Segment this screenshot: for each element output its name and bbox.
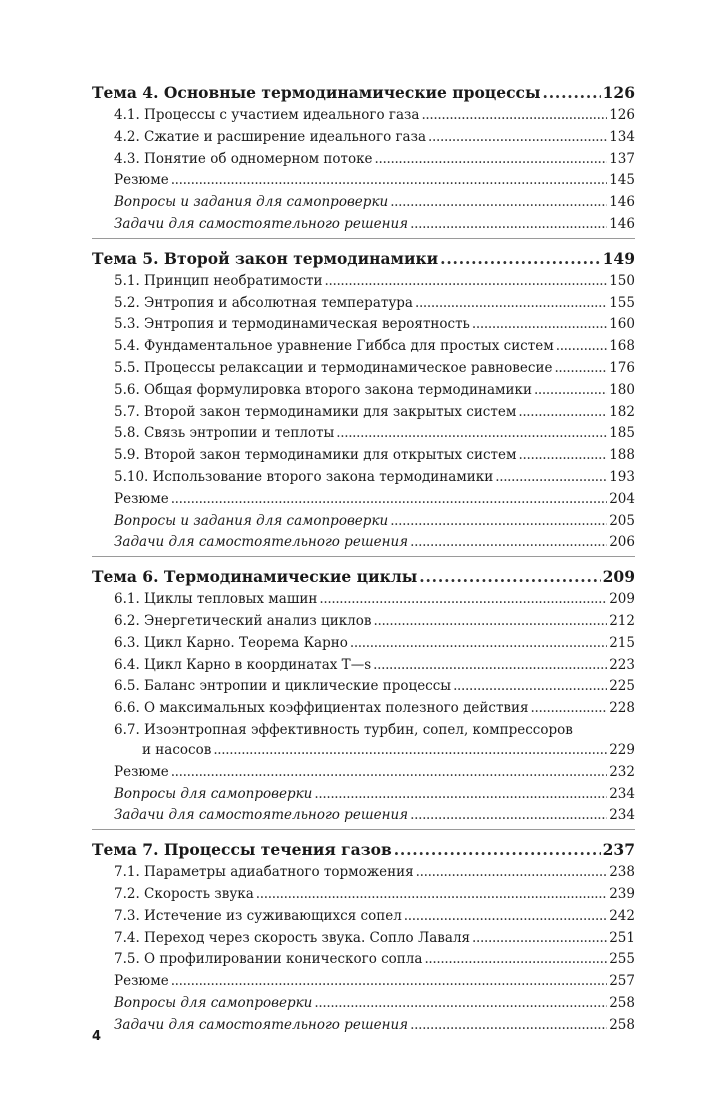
toc-entry[interactable] [92, 105, 635, 127]
toc-entry[interactable] [92, 762, 635, 784]
dot-leader [440, 246, 600, 271]
toc-entry[interactable] [92, 467, 635, 489]
dot-leader [373, 655, 607, 677]
entry-title: 4.1. Процессы с участием идеального газа [114, 107, 420, 123]
entry-page-number: 255 [609, 951, 635, 968]
topic-title: Тема 6. Термодинамические циклы [92, 567, 418, 587]
entry-title: Резюме [114, 172, 169, 189]
toc-entry[interactable] [92, 293, 635, 315]
toc-entry[interactable] [92, 906, 635, 928]
entry-page-number: 238 [609, 864, 635, 881]
toc-entry[interactable] [92, 532, 635, 554]
entry-page-number: 168 [609, 338, 635, 355]
entry-title: 6.1. Циклы тепловых машин [114, 591, 318, 608]
dot-leader [419, 564, 600, 589]
toc-entry[interactable] [92, 676, 635, 698]
toc-entry[interactable] [92, 314, 635, 336]
entry-title: 5.1. Принцип необратимости [114, 272, 323, 289]
dot-leader [213, 740, 607, 762]
toc-entry[interactable] [92, 271, 635, 293]
entry-title: Вопросы для самопроверки [114, 785, 313, 802]
table-of-contents [92, 80, 635, 1045]
toc-entry-line1[interactable] [92, 720, 635, 740]
dot-leader [410, 214, 607, 236]
entry-title: 7.2. Скорость звука [114, 885, 254, 902]
entry-title: 5.4. Фундаментальное уравнение Гиббса для простых систем [114, 338, 554, 355]
entry-page-number: 185 [609, 425, 635, 442]
toc-topic [92, 564, 635, 830]
dot-leader [534, 380, 607, 402]
entry-page-number: 225 [609, 678, 635, 695]
entry-title-continuation: и насосов [142, 741, 212, 758]
dot-leader [171, 170, 608, 192]
entry-title: Резюме [114, 973, 169, 990]
dot-leader [415, 293, 607, 315]
entry-title: Вопросы и задания для самопроверки [114, 194, 389, 211]
toc-topic-heading[interactable] [92, 80, 635, 105]
entry-title: Резюме [114, 490, 169, 507]
entry-page-number: 180 [609, 381, 635, 398]
entry-page-number: 234 [609, 785, 635, 802]
dot-leader [390, 192, 607, 214]
toc-entry[interactable] [92, 655, 635, 677]
toc-entry[interactable] [92, 971, 635, 993]
entry-page-number: 242 [609, 907, 635, 924]
entry-title: 5.6. Общая формулировка второго закона термодинамики [114, 381, 532, 398]
entry-page-number: 258 [609, 1016, 635, 1033]
toc-entry[interactable] [92, 740, 635, 762]
entry-title: Задачи для самостоятельного решения [114, 215, 409, 232]
dot-leader [314, 993, 607, 1015]
toc-entry[interactable] [92, 192, 635, 214]
topic-title: Тема 5. Второй закон термодинамики [92, 248, 439, 268]
entry-title: 7.4. Переход через скорость звука. Сопло Лаваля [114, 929, 471, 946]
dot-leader [404, 906, 607, 928]
toc-entry[interactable] [92, 993, 635, 1015]
entry-page-number: 206 [609, 534, 635, 551]
entry-title: Задачи для самостоятельного решения [114, 1016, 409, 1033]
dot-leader [390, 511, 607, 533]
topic-title: Тема 4. Основные термодинамические процессы [92, 83, 541, 102]
entry-page-number: 239 [609, 885, 635, 902]
toc-entry[interactable] [92, 928, 635, 950]
dot-leader [472, 928, 607, 950]
dot-leader [543, 80, 601, 105]
dot-leader [453, 676, 607, 698]
dot-leader [518, 402, 607, 424]
entry-page-number: 228 [609, 700, 635, 717]
toc-entry[interactable] [92, 884, 635, 906]
entry-title: 5.9. Второй закон термодинамики для открытых систем [114, 447, 517, 464]
entry-page-number: 223 [609, 656, 635, 673]
entry-title: 6.2. Энергетический анализ циклов [114, 612, 372, 629]
entry-page-number: 193 [609, 468, 635, 485]
topic-title: Тема 7. Процессы течения газов [92, 840, 392, 860]
entry-title: 5.7. Второй закон термодинамики для закрытых систем [114, 403, 517, 420]
entry-title: 5.2. Энтропия и абсолютная температура [114, 294, 413, 311]
toc-entry[interactable] [92, 784, 635, 806]
entry-title: Резюме [114, 763, 169, 780]
entry-page-number: 126 [609, 107, 635, 123]
dot-leader [336, 423, 607, 445]
entry-title: 4.2. Сжатие и расширение идеального газа [114, 128, 427, 145]
dot-leader [424, 949, 607, 971]
toc-entry[interactable] [92, 402, 635, 424]
entry-title: 6.6. О максимальных коэффициентах полезного действия [114, 700, 529, 717]
toc-entry[interactable] [92, 589, 635, 611]
entry-page-number: 145 [609, 172, 635, 189]
entry-title: 6.4. Цикл Карно в координатах T—s [114, 656, 372, 673]
entry-title: 4.3. Понятие об одномерном потоке [114, 150, 373, 167]
toc-entry[interactable] [92, 445, 635, 467]
page-number: 4 [92, 1029, 102, 1044]
entry-page-number: 160 [609, 316, 635, 333]
dot-leader [171, 762, 608, 784]
dot-leader [554, 358, 607, 380]
dot-leader [421, 105, 607, 127]
entry-title: 7.5. О профилировании конического сопла [114, 951, 423, 968]
entry-title: 7.1. Параметры адиабатного торможения [114, 864, 414, 881]
toc-entry[interactable] [92, 633, 635, 655]
toc-entry[interactable] [92, 149, 635, 171]
toc-entry[interactable] [92, 358, 635, 380]
entry-title: Задачи для самостоятельного решения [114, 534, 409, 551]
entry-page-number: 234 [609, 807, 635, 824]
entry-page-number: 232 [609, 763, 635, 780]
entry-page-number: 134 [609, 128, 635, 145]
toc-entry[interactable] [92, 611, 635, 633]
dot-leader [375, 149, 608, 171]
topic-page-number: 209 [602, 567, 635, 587]
entry-page-number: 188 [609, 447, 635, 464]
entry-title: 5.5. Процессы релаксации и термодинамическое равновесие [114, 359, 553, 376]
toc-entry[interactable] [92, 214, 635, 236]
entry-title: 6.7. Изоэнтропная эффективность турбин, сопел, компрессоров [114, 721, 573, 738]
topic-page-number: 126 [602, 83, 635, 102]
dot-leader [472, 314, 607, 336]
entry-page-number: 150 [609, 272, 635, 289]
toc-topic [92, 80, 635, 239]
dot-leader [319, 589, 607, 611]
toc-entry[interactable] [92, 380, 635, 402]
toc-entry[interactable] [92, 698, 635, 720]
toc-entry[interactable] [92, 336, 635, 358]
dot-leader [531, 698, 608, 720]
dot-leader [171, 971, 608, 993]
toc-entry[interactable] [92, 511, 635, 533]
dot-leader [410, 532, 607, 554]
entry-page-number: 212 [609, 612, 635, 629]
dot-leader [556, 336, 608, 358]
entry-title: Задачи для самостоятельного решения [114, 807, 409, 824]
toc-topic-heading[interactable] [92, 246, 635, 271]
toc-topic [92, 837, 635, 1038]
entry-page-number: 251 [609, 929, 635, 946]
dot-leader [314, 784, 607, 806]
entry-page-number: 146 [609, 215, 635, 232]
topic-page-number: 149 [602, 248, 635, 268]
dot-leader [410, 1015, 607, 1037]
dot-leader [394, 837, 601, 862]
entry-page-number: 182 [609, 403, 635, 420]
entry-page-number: 209 [609, 591, 635, 608]
toc-entry[interactable] [92, 170, 635, 192]
dot-leader [410, 805, 607, 827]
topic-page-number: 237 [602, 840, 635, 860]
entry-title: 5.8. Связь энтропии и теплоты [114, 425, 335, 442]
entry-page-number: 258 [609, 994, 635, 1011]
entry-page-number: 215 [609, 634, 635, 651]
entry-page-number: 176 [609, 359, 635, 376]
dot-leader [428, 127, 607, 149]
toc-entry[interactable] [92, 423, 635, 445]
toc-entry[interactable] [92, 127, 635, 149]
entry-page-number: 257 [609, 973, 635, 990]
toc-topic [92, 246, 635, 557]
dot-leader [256, 884, 607, 906]
toc-entry[interactable] [92, 489, 635, 511]
entry-title: 5.3. Энтропия и термодинамическая вероятность [114, 316, 470, 333]
toc-topic-heading[interactable] [92, 837, 635, 862]
dot-leader [373, 611, 607, 633]
entry-title: 6.5. Баланс энтропии и циклические процессы [114, 678, 452, 695]
entry-page-number: 137 [609, 150, 635, 167]
toc-entry[interactable] [92, 949, 635, 971]
dot-leader [325, 271, 608, 293]
dot-leader [171, 489, 608, 511]
entry-page-number: 205 [609, 512, 635, 529]
entry-page-number: 155 [609, 294, 635, 311]
toc-entry[interactable] [92, 1015, 635, 1037]
entry-title: 5.10. Использование второго закона термодинамики [114, 468, 494, 485]
entry-page-number: 204 [609, 490, 635, 507]
entry-title: 6.3. Цикл Карно. Теорема Карно [114, 634, 348, 651]
toc-entry[interactable] [92, 805, 635, 827]
entry-title: Вопросы для самопроверки [114, 994, 313, 1011]
toc-entry[interactable] [92, 862, 635, 884]
toc-topic-heading[interactable] [92, 564, 635, 589]
entry-title: 7.3. Истечение из суживающихся сопел [114, 907, 402, 924]
entry-title: Вопросы и задания для самопроверки [114, 512, 389, 529]
entry-page-number: 229 [609, 741, 635, 758]
dot-leader [350, 633, 607, 655]
dot-leader [519, 445, 608, 467]
dot-leader [495, 467, 607, 489]
dot-leader [416, 862, 608, 884]
entry-page-number: 146 [609, 194, 635, 211]
